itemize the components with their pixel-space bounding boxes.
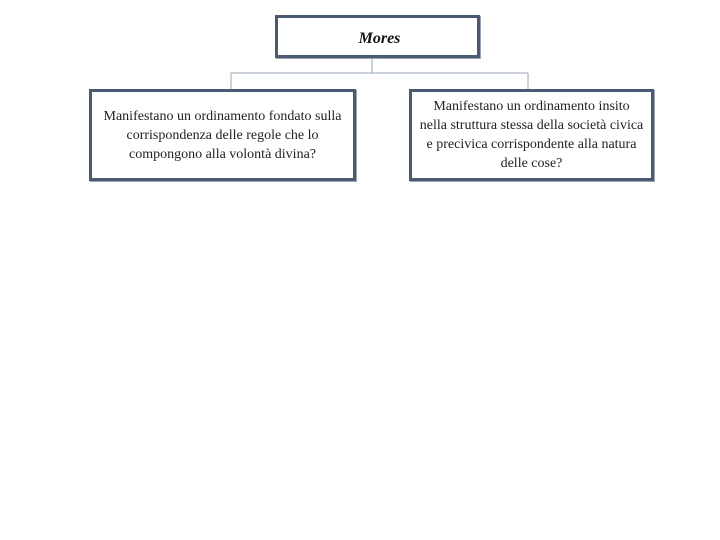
child-node-left-label: Manifestano un ordinamento fondato sulla corrispondenza delle regole che lo compongono alla volontà divina?	[103, 108, 342, 162]
child-node-right-label: Manifestano un ordinamento insito nella struttura stessa della società civica e precivica corrispondente alla natura delle cose?	[419, 99, 644, 171]
root-node-mores	[275, 15, 480, 58]
root-node-label: Mores	[358, 29, 401, 47]
child-node-divine-order	[89, 89, 356, 181]
child-node-natural-order	[409, 89, 654, 181]
